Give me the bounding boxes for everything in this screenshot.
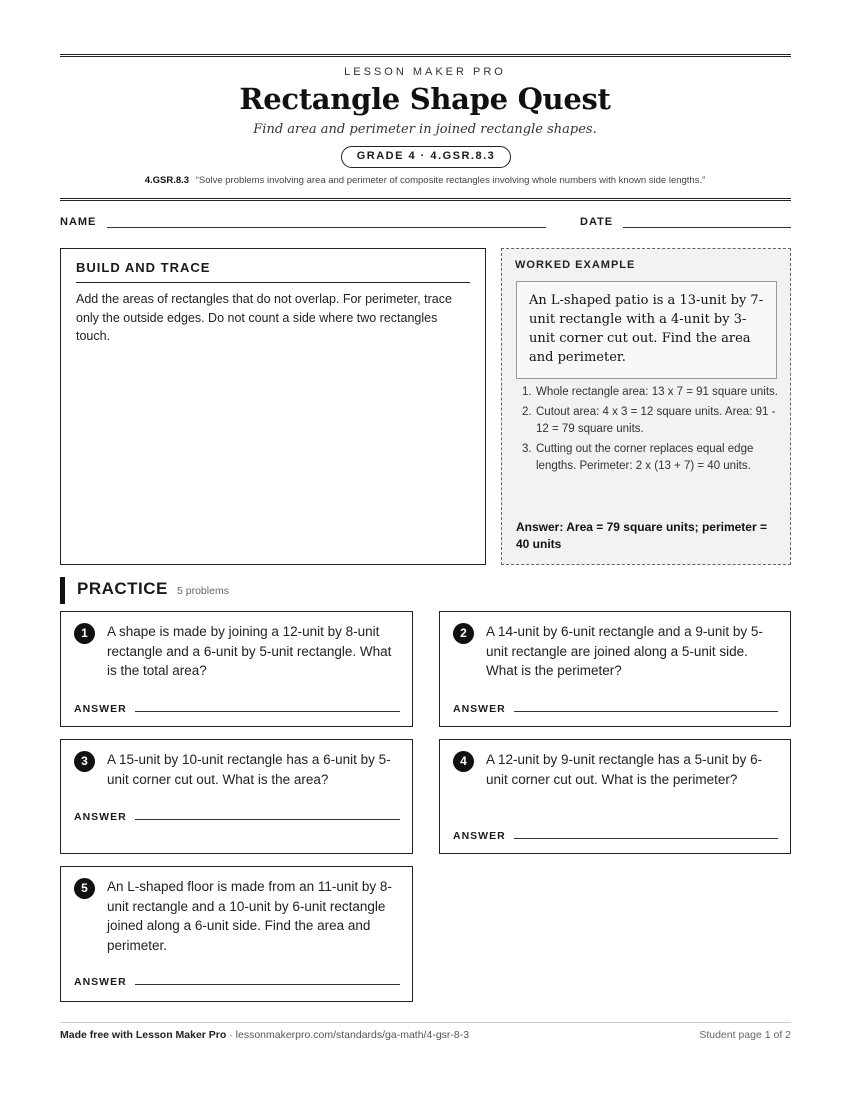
- name-field[interactable]: [107, 227, 546, 228]
- problem-number-badge: 5: [74, 878, 95, 899]
- problem-card-5: [60, 866, 413, 1002]
- problem-text: A 14-unit by 6-unit rectangle and a 9-unit by 5-unit rectangle are joined along a 5-unit side. What is the perimeter?: [486, 624, 763, 678]
- footer-credit: [60, 1029, 469, 1041]
- problem-card-1: [60, 611, 413, 727]
- build-heading: BUILD AND TRACE: [76, 260, 211, 275]
- footer-page-number: Student page 1 of 2: [699, 1029, 791, 1041]
- grade-badge: GRADE 4 · 4.GSR.8.3: [341, 146, 511, 168]
- build-text: Add the areas of rectangles that do not overlap. For perimeter, trace only the outside edges. Do not count a side where two rectangles touch.: [76, 292, 452, 343]
- top-double-rule: [60, 54, 791, 59]
- header-double-rule: [60, 198, 791, 203]
- worked-step: 3. Cutting out the corner replaces equal edge lengths. Perimeter: 2 x (13 + 7) = 40 units.: [522, 442, 754, 472]
- answer-label: ANSWER: [74, 811, 127, 823]
- answer-field-5[interactable]: [135, 984, 400, 985]
- answer-field-1[interactable]: [135, 711, 400, 712]
- build-divider: [76, 282, 470, 283]
- answer-field-2[interactable]: [514, 711, 778, 712]
- name-date-row: [60, 216, 791, 232]
- problem-card-2: [439, 611, 791, 727]
- answer-field-4[interactable]: [514, 838, 778, 839]
- practice-title: PRACTICE: [77, 579, 168, 598]
- footer-made-with: Made free with Lesson Maker Pro: [60, 1029, 227, 1041]
- worked-example-steps: [516, 384, 778, 478]
- worked-example-problem: An L-shaped patio is a 13-unit by 7-unit rectangle with a 4-unit by 3-unit corner cut out. Find the area and perimeter.: [516, 281, 777, 379]
- problem-card-4: [439, 739, 791, 854]
- name-label: NAME: [60, 216, 97, 228]
- problem-text: A 12-unit by 9-unit rectangle has a 5-unit by 6-unit corner cut out. What is the perimeter?: [486, 752, 763, 787]
- answer-label: ANSWER: [453, 703, 506, 715]
- problem-text: An L-shaped floor is made from an 11-unit by 8-unit rectangle and a 10-unit by 6-unit rectangle joined along a 6-unit side. Find the area and perimeter.: [107, 879, 392, 953]
- worked-step: 2. Cutout area: 4 x 3 = 12 square units. Area: 91 - 12 = 79 square units.: [522, 405, 776, 435]
- problem-number-badge: 2: [453, 623, 474, 644]
- standard-statement: [0, 175, 850, 186]
- date-field[interactable]: [623, 227, 791, 228]
- brand-name: LESSON MAKER PRO: [344, 66, 506, 78]
- answer-label: ANSWER: [74, 703, 127, 715]
- problem-number-badge: 4: [453, 751, 474, 772]
- answer-label: ANSWER: [453, 830, 506, 842]
- footer-url[interactable]: · lessonmakerpro.com/standards/ga-math/4-gsr-8-3: [226, 1029, 470, 1041]
- answer-field-3[interactable]: [135, 819, 400, 820]
- problem-number-badge: 1: [74, 623, 95, 644]
- page-title: Rectangle Shape Quest: [239, 82, 611, 116]
- problem-card-3: [60, 739, 413, 854]
- build-and-trace-panel: [60, 248, 486, 565]
- practice-count: 5 problems: [177, 585, 229, 597]
- page-subtitle: Find area and perimeter in joined rectangle shapes.: [253, 122, 597, 137]
- date-label: DATE: [580, 216, 614, 228]
- problem-number-badge: 3: [74, 751, 95, 772]
- footer-divider: [60, 1022, 791, 1023]
- answer-label: ANSWER: [74, 976, 127, 988]
- problem-text: A 15-unit by 10-unit rectangle has a 6-unit by 5-unit corner cut out. What is the area?: [107, 752, 391, 787]
- worked-example-panel: [501, 248, 791, 565]
- standard-code: 4.GSR.8.3: [144, 175, 190, 186]
- problem-text: A shape is made by joining a 12-unit by 8-unit rectangle and a 6-unit by 5-unit rectangle. What is the total area?: [107, 624, 392, 678]
- worked-example-answer: Answer: Area = 79 square units; perimeter = 40 units: [516, 520, 767, 551]
- worked-step: 1. Whole rectangle area: 13 x 7 = 91 square units.: [522, 386, 778, 398]
- worked-example-heading: WORKED EXAMPLE: [515, 259, 636, 271]
- standard-text: “Solve problems involving area and perimeter of composite rectangles involving whole numbers with known side lengths.”: [195, 175, 706, 186]
- practice-accent-bar: [60, 577, 65, 604]
